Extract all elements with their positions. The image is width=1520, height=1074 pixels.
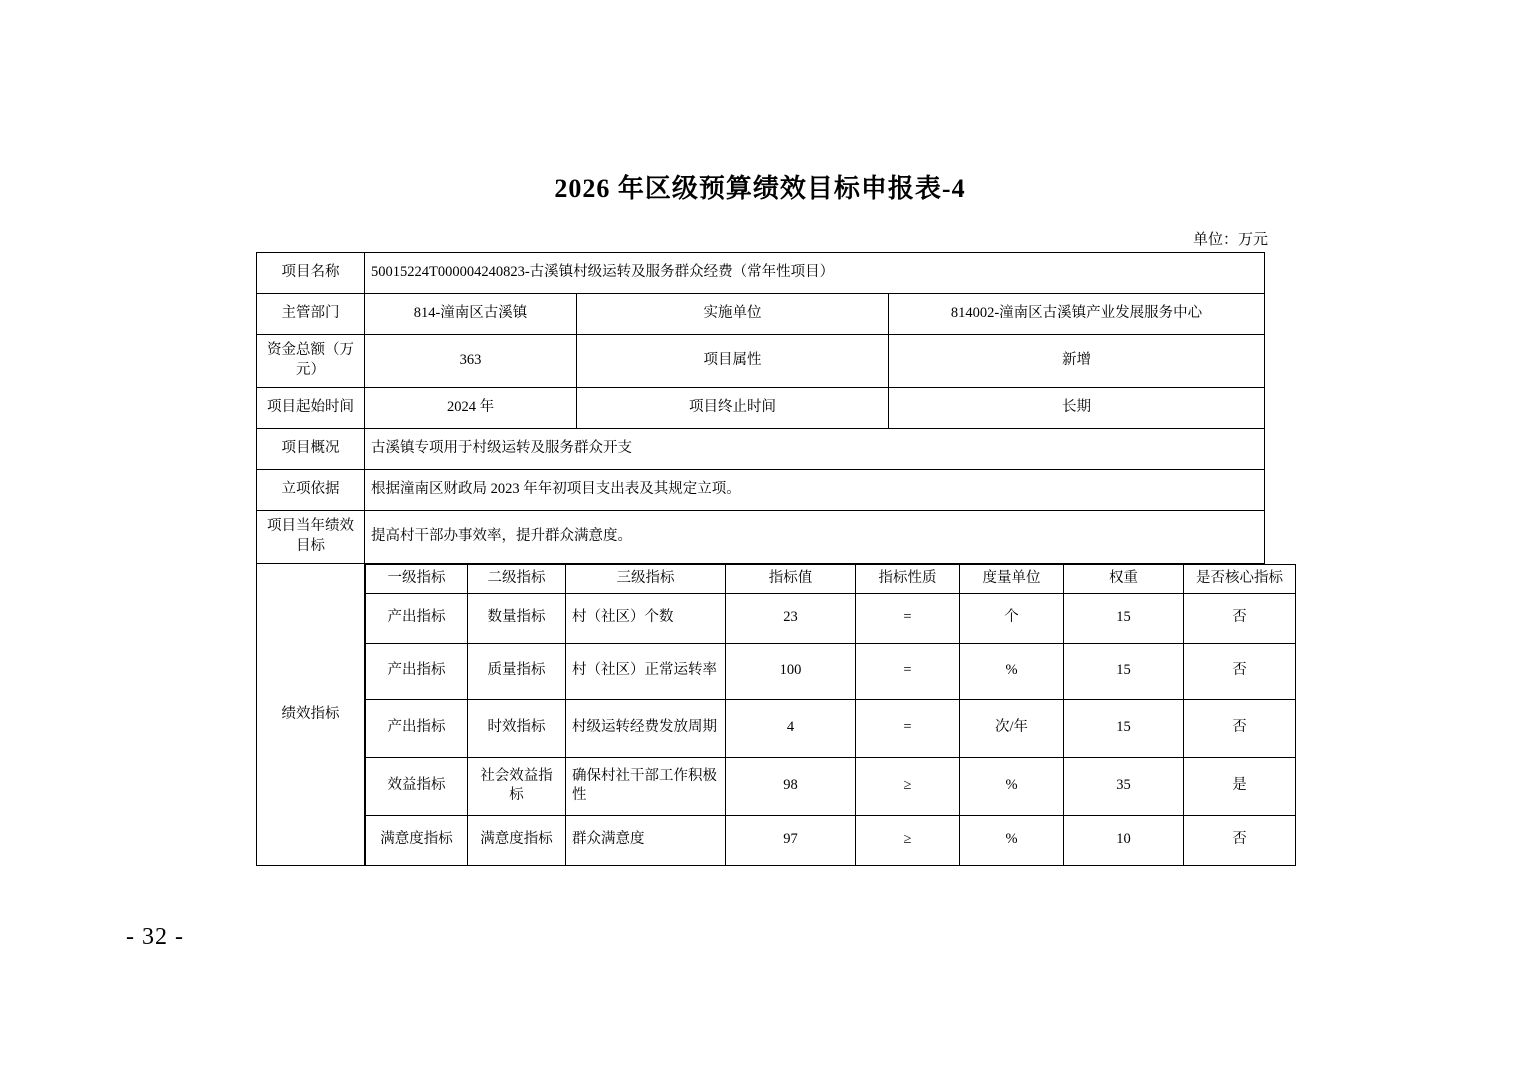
indicator-level1: 产出指标 (366, 593, 468, 643)
indicator-header-core: 是否核心指标 (1184, 565, 1296, 594)
unit-note: 单位：万元 (1192, 232, 1268, 248)
indicator-header-value: 指标值 (726, 565, 856, 594)
table-row-project-name (257, 253, 1265, 294)
table-row-start-time (257, 388, 1265, 429)
indicator-header-nature: 指标性质 (856, 565, 960, 594)
value-overview: 古溪镇专项用于村级运转及服务群众开支 (365, 429, 1265, 470)
indicator-header-level3: 三级指标 (566, 565, 726, 594)
indicator-table (365, 564, 1296, 866)
indicator-nature: = (856, 593, 960, 643)
label-annual-goal: 项目当年绩效目标 (257, 511, 365, 564)
value-department: 814-潼南区古溪镇 (365, 294, 577, 335)
indicator-row (366, 699, 1296, 757)
value-total-funds: 363 (365, 335, 577, 388)
table-row-overview (257, 429, 1265, 470)
label-overview: 项目概况 (257, 429, 365, 470)
value-project-name: 50015224T000004240823-古溪镇村级运转及服务群众经费（常年性项目） (365, 253, 1265, 294)
indicator-level2: 数量指标 (468, 593, 566, 643)
value-project-attribute: 新增 (889, 335, 1265, 388)
indicator-unit: % (960, 643, 1064, 699)
indicator-level3: 村（社区）个数 (566, 593, 726, 643)
table-row-department (257, 294, 1265, 335)
table-row-basis (257, 470, 1265, 511)
indicator-level2: 时效指标 (468, 699, 566, 757)
label-basis: 立项依据 (257, 470, 365, 511)
indicator-core: 否 (1184, 593, 1296, 643)
label-total-funds: 资金总额（万元） (257, 335, 365, 388)
indicator-level2: 质量指标 (468, 643, 566, 699)
indicator-core: 否 (1184, 815, 1296, 865)
indicator-level1: 产出指标 (366, 643, 468, 699)
indicator-row (366, 593, 1296, 643)
indicator-nature: ≥ (856, 757, 960, 815)
indicator-weight: 15 (1064, 643, 1184, 699)
page-title: 2026 年区级预算绩效目标申报表-4 (554, 174, 966, 203)
indicator-core: 否 (1184, 643, 1296, 699)
table-row-annual-goal (257, 511, 1265, 564)
page-number: - 32 - (126, 924, 184, 950)
value-annual-goal: 提高村干部办事效率，提升群众满意度。 (365, 511, 1265, 564)
indicator-row (366, 757, 1296, 815)
label-end-time: 项目终止时间 (577, 388, 889, 429)
indicator-row (366, 643, 1296, 699)
label-start-time: 项目起始时间 (257, 388, 365, 429)
indicator-header-level2: 二级指标 (468, 565, 566, 594)
label-department: 主管部门 (257, 294, 365, 335)
indicator-unit: % (960, 815, 1064, 865)
indicator-value: 100 (726, 643, 856, 699)
indicator-value: 98 (726, 757, 856, 815)
indicator-header-unit: 度量单位 (960, 565, 1064, 594)
indicator-weight: 35 (1064, 757, 1184, 815)
indicator-nature: = (856, 643, 960, 699)
indicator-header-level1: 一级指标 (366, 565, 468, 594)
indicator-value: 23 (726, 593, 856, 643)
indicator-level3: 确保村社干部工作积极性 (566, 757, 726, 815)
indicator-core: 是 (1184, 757, 1296, 815)
indicator-header-row (366, 565, 1296, 594)
value-basis: 根据潼南区财政局 2023 年年初项目支出表及其规定立项。 (365, 470, 1265, 511)
label-implementing-unit: 实施单位 (577, 294, 889, 335)
indicator-level2: 满意度指标 (468, 815, 566, 865)
label-project-attribute: 项目属性 (577, 335, 889, 388)
indicator-level1: 产出指标 (366, 699, 468, 757)
indicator-weight: 15 (1064, 699, 1184, 757)
indicator-value: 4 (726, 699, 856, 757)
indicator-level3: 群众满意度 (566, 815, 726, 865)
indicator-level1: 效益指标 (366, 757, 468, 815)
indicator-core: 否 (1184, 699, 1296, 757)
indicator-value: 97 (726, 815, 856, 865)
indicator-header-weight: 权重 (1064, 565, 1184, 594)
value-implementing-unit: 814002-潼南区古溪镇产业发展服务中心 (889, 294, 1265, 335)
indicator-weight: 10 (1064, 815, 1184, 865)
table-row-indicators (257, 564, 1265, 866)
indicator-unit: % (960, 757, 1064, 815)
budget-performance-form (256, 252, 1283, 866)
indicator-unit: 个 (960, 593, 1064, 643)
indicator-level3: 村（社区）正常运转率 (566, 643, 726, 699)
indicator-level1: 满意度指标 (366, 815, 468, 865)
label-performance-indicators: 绩效指标 (257, 564, 365, 866)
value-start-time: 2024 年 (365, 388, 577, 429)
indicator-weight: 15 (1064, 593, 1184, 643)
label-project-name: 项目名称 (257, 253, 365, 294)
indicator-level3: 村级运转经费发放周期 (566, 699, 726, 757)
value-end-time: 长期 (889, 388, 1265, 429)
indicator-row (366, 815, 1296, 865)
indicator-nature: = (856, 699, 960, 757)
indicator-unit: 次/年 (960, 699, 1064, 757)
indicator-nature: ≥ (856, 815, 960, 865)
table-row-total-funds (257, 335, 1265, 388)
indicator-level2: 社会效益指标 (468, 757, 566, 815)
